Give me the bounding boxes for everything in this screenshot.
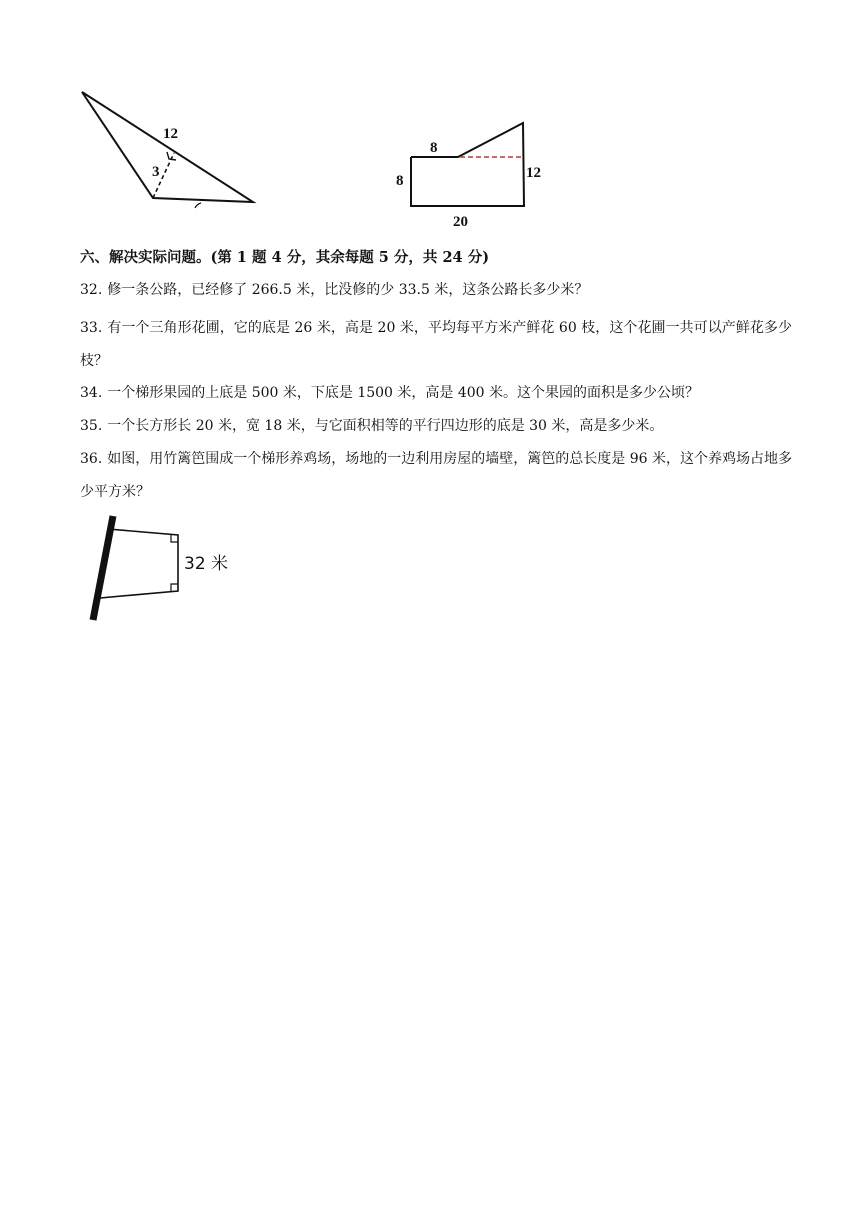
question-number: 36.: [80, 451, 103, 467]
section-heading: 六、解决实际问题。(第 1 题 4 分，其余每题 5 分，共 24 分): [80, 249, 490, 266]
question-text: 一个梯形果园的上底是 500 米，下底是 1500 米，高是 400 米。这个果园的面积是多少公顷？: [107, 385, 700, 401]
question-32: [80, 274, 792, 307]
composite-figure: [380, 85, 550, 235]
composite-left-label: 8: [396, 173, 404, 189]
question-text: 有一个三角形花圃，它的底是 26 米，高是 20 米，平均每平方米产鲜花 60 枝，这个花圃一共可以产鲜花多少枝？: [80, 320, 792, 369]
question-33: [80, 312, 792, 378]
question-text: 一个长方形长 20 米，宽 18 米，与它面积相等的平行四边形的底是 30 米，高是多少米。: [107, 418, 664, 434]
wall-line: [93, 516, 113, 620]
question-35: [80, 410, 792, 443]
question-34: [80, 377, 792, 410]
question-number: 33.: [80, 320, 103, 336]
question-number: 35.: [80, 418, 103, 434]
question-number: 32.: [80, 282, 103, 298]
triangle-figure: [70, 82, 300, 232]
fence-side-label: 32 米: [184, 554, 229, 574]
right-angle-mark-top: [171, 535, 178, 542]
right-angle-mark-bottom: [171, 584, 178, 591]
question-text: 如图，用竹篱笆围成一个梯形养鸡场，场地的一边利用房屋的墙壁，篱笆的总长度是 96 米，这个养鸡场占地多少平方米？: [80, 451, 792, 500]
composite-right-label: 12: [526, 165, 541, 181]
triangle-height-label: 3: [152, 164, 160, 180]
triangle-edge-mark: [195, 203, 201, 208]
composite-outline: [411, 123, 524, 206]
question-36: [80, 443, 792, 509]
question-text: 修一条公路，已经修了 266.5 米，比没修的少 33.5 米，这条公路长多少米？: [107, 282, 589, 298]
composite-bottom-label: 20: [453, 214, 468, 230]
composite-top-label: 8: [430, 140, 438, 156]
triangle-outline: [82, 92, 253, 202]
trapezoid-figure: [76, 512, 240, 626]
triangle-side-label: 12: [163, 126, 178, 142]
question-number: 34.: [80, 385, 103, 401]
right-angle-mark: [167, 152, 176, 160]
